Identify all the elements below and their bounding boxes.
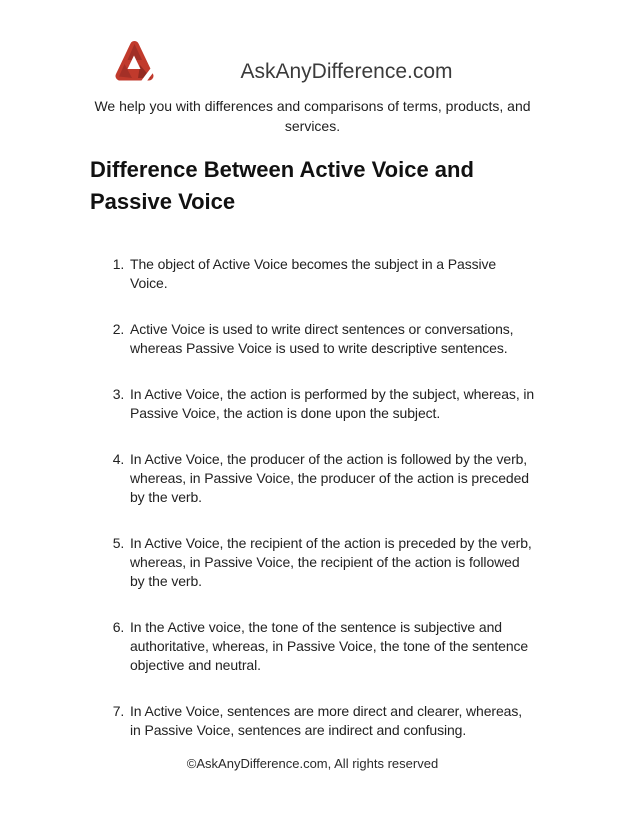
list-item: 6. In the Active voice, the tone of the sentence is subjective and authoritative, whereas, in Passive Voice, the tone of the sentence objective and neutral. bbox=[128, 618, 535, 675]
article bbox=[0, 154, 625, 740]
site-logo-icon[interactable] bbox=[111, 38, 158, 85]
list-item: 2. Active Voice is used to write direct sentences or conversations, whereas Passive Voice is used to write descriptive sentences. bbox=[128, 320, 535, 358]
list-item: 4. In Active Voice, the producer of the action is followed by the verb, whereas, in Passive Voice, the producer of the action is preceded by the verb. bbox=[128, 450, 535, 507]
difference-points-list bbox=[90, 255, 535, 740]
site-title[interactable]: AskAnyDifference.com bbox=[240, 60, 453, 83]
site-tagline: We help you with differences and comparisons of terms, products, and services. bbox=[94, 98, 531, 134]
list-item: 3. In Active Voice, the action is performed by the subject, whereas, in Passive Voice, the action is done upon the subject. bbox=[128, 385, 535, 423]
site-header bbox=[90, 38, 535, 136]
list-item: 1. The object of Active Voice becomes the subject in a Passive Voice. bbox=[128, 255, 535, 293]
page-footer bbox=[0, 756, 625, 771]
list-item: 5. In Active Voice, the recipient of the action is preceded by the verb, whereas, in Passive Voice, the recipient of the action is followed by the verb. bbox=[128, 534, 535, 591]
copyright-text: ©AskAnyDifference.com, All rights reserved bbox=[186, 756, 439, 771]
list-item: 7. In Active Voice, sentences are more direct and clearer, whereas, in Passive Voice, sentences are indirect and confusing. bbox=[128, 702, 535, 740]
page-title: Difference Between Active Voice and Passive Voice bbox=[90, 157, 474, 214]
header-row bbox=[90, 38, 535, 85]
